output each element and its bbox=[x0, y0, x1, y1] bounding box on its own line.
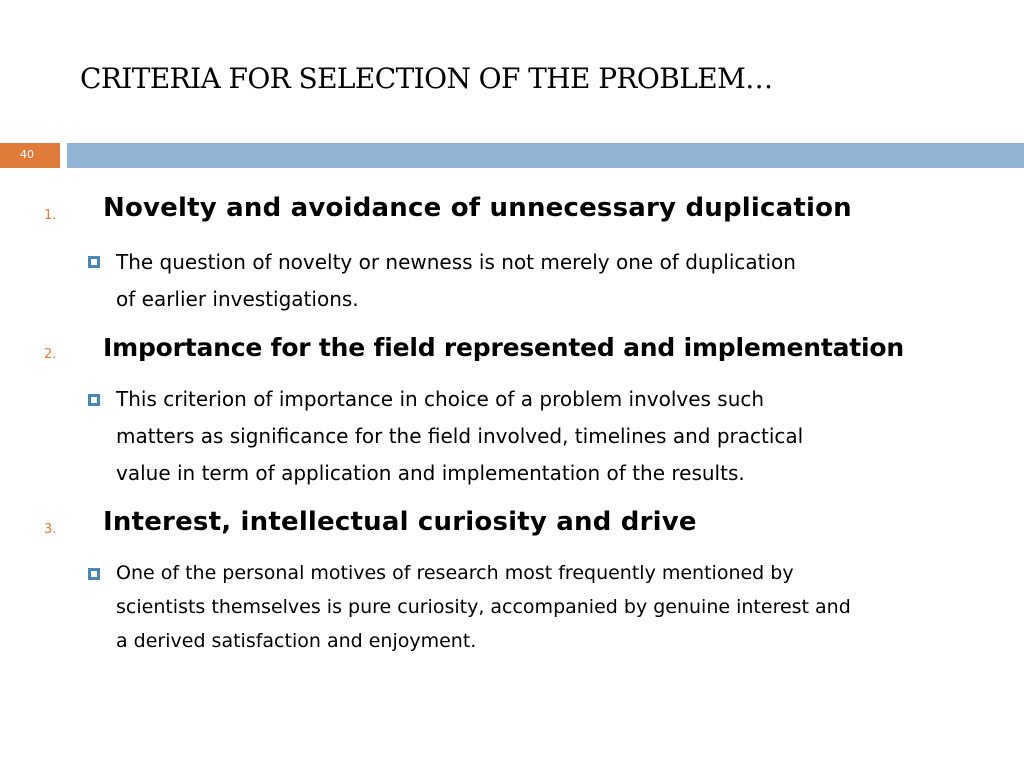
slide-number-badge bbox=[0, 143, 60, 168]
item-body bbox=[116, 381, 976, 492]
slide-number: 40 bbox=[20, 148, 34, 161]
square-bullet-icon bbox=[88, 394, 100, 406]
square-bullet-icon bbox=[88, 256, 100, 268]
item-number: 1. bbox=[44, 208, 57, 223]
item-body bbox=[116, 556, 976, 658]
body-line: value in term of application and implementation of the results. bbox=[116, 461, 745, 485]
item-body bbox=[116, 244, 976, 318]
body-line: matters as significance for the field involved, timelines and practical bbox=[116, 424, 804, 448]
body-line: scientists themselves is pure curiosity, accompanied by genuine interest and bbox=[116, 596, 851, 618]
item-heading: Novelty and avoidance of unnecessary duplication bbox=[103, 193, 852, 223]
item-number: 2. bbox=[44, 347, 57, 362]
title-divider-band bbox=[67, 143, 1024, 168]
body-line: This criterion of importance in choice of a problem involves such bbox=[116, 387, 765, 411]
body-line: a derived satisfaction and enjoyment. bbox=[116, 630, 477, 652]
item-heading: Interest, intellectual curiosity and drive bbox=[103, 507, 697, 537]
body-line: of earlier investigations. bbox=[116, 287, 359, 311]
item-heading: Importance for the field represented and implementation bbox=[103, 333, 904, 362]
square-bullet-icon bbox=[88, 568, 100, 580]
body-line: The question of novelty or newness is not merely one of duplication bbox=[116, 250, 796, 274]
item-number: 3. bbox=[44, 522, 57, 537]
slide-title: CRITERIA FOR SELECTION OF THE PROBLEM… bbox=[80, 62, 773, 95]
body-line: One of the personal motives of research most frequently mentioned by bbox=[116, 562, 794, 584]
